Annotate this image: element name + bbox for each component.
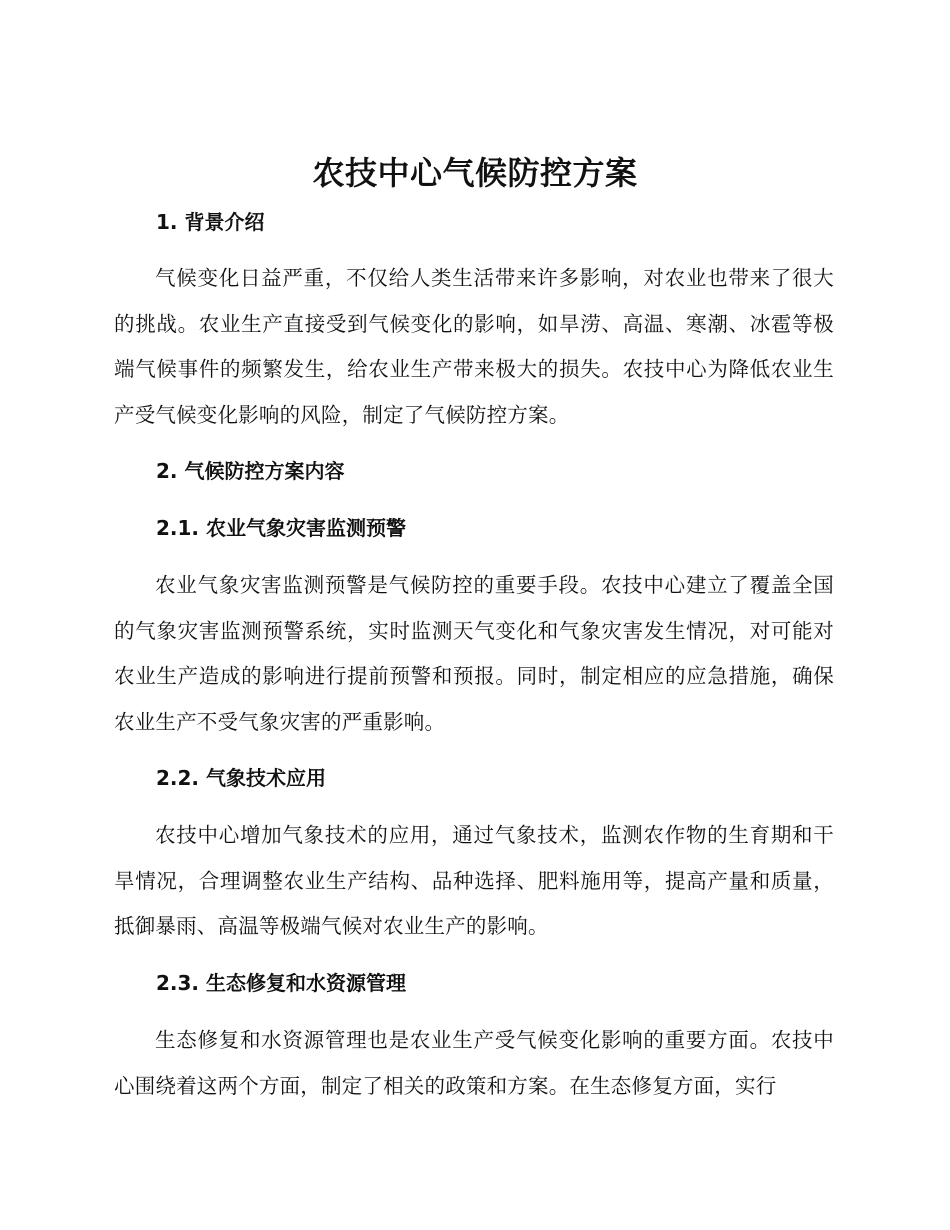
section-heading-ecology-water: 2.3. 生态修复和水资源管理 (156, 971, 406, 995)
section-paragraph-ecology-water: 生态修复和水资源管理也是农业生产受气候变化影响的重要方面。农技中心围绕着这两个方面，制定了相关的政策和方案。在生态修复方面，实行 (114, 1028, 834, 1098)
section-paragraph-meteorological-tech: 农技中心增加气象技术的应用，通过气象技术，监测农作物的生育期和干旱情况，合理调整农业生产结构、品种选择、肥料施用等，提高产量和质量，抵御暴雨、高温等极端气候对农业生产的影响。 (114, 823, 834, 938)
section-paragraph-disaster-monitoring: 农业气象灾害监测预警是气候防控的重要手段。农技中心建立了覆盖全国的气象灾害监测预警系统，实时监测天气变化和气象灾害发生情况，对可能对农业生产造成的影响进行提前预警和预报。同时，制定相应的应急措施，确保农业生产不受气象灾害的严重影响。 (114, 573, 834, 734)
section-heading-disaster-monitoring: 2.1. 农业气象灾害监测预警 (156, 516, 406, 540)
section-paragraph-background: 气候变化日益严重，不仅给人类生活带来许多影响，对农业也带来了很大的挑战。农业生产直接受到气候变化的影响，如旱涝、高温、寒潮、冰雹等极端气候事件的频繁发生，给农业生产带来极大的损失。农技中心为降低农业生产受气候变化影响的风险，制定了气候防控方案。 (114, 266, 834, 427)
section-heading-meteorological-tech: 2.2. 气象技术应用 (156, 766, 326, 790)
section-heading-background: 1. 背景介绍 (156, 210, 265, 234)
document-title: 农技中心气候防控方案 (312, 154, 638, 192)
section-heading-plan-content: 2. 气候防控方案内容 (156, 459, 345, 483)
